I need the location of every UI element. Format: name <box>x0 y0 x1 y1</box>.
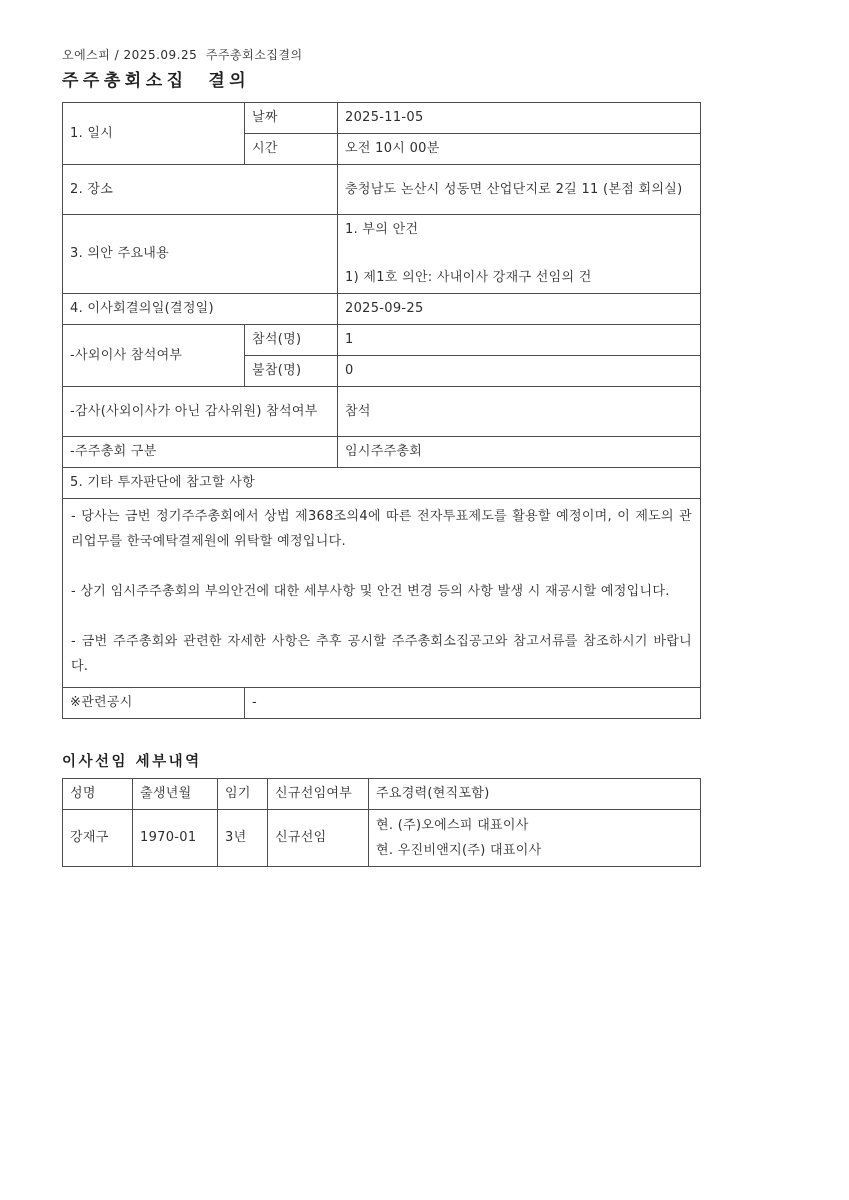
value-birth: 1970-01 <box>133 810 218 867</box>
value-date: 2025-11-05 <box>338 103 701 134</box>
value-related-disclosure: - <box>245 688 701 719</box>
table-row-other-notes-header <box>63 468 701 499</box>
director-table-header-row <box>63 779 701 810</box>
value-board-resolution-date: 2025-09-25 <box>338 294 701 325</box>
table-row-auditor-attendance <box>63 387 701 437</box>
value-agenda <box>338 215 701 294</box>
director-appointment-title: 이사선임 세부내역 <box>62 754 202 770</box>
table-row-outside-director-attend <box>63 325 701 356</box>
career-line-2: 현. 우진비앤지(주) 대표이사 <box>376 843 542 858</box>
label-board-resolution-date: 4. 이사회결의일(결정일) <box>63 294 338 325</box>
value-other-notes <box>63 499 701 688</box>
director-appointment-section <box>62 750 700 867</box>
table-row-place <box>63 165 701 215</box>
director-table-data-row <box>63 810 701 867</box>
value-time: 오전 10시 00분 <box>338 134 701 165</box>
header-birth: 출생년월 <box>133 779 218 810</box>
meeting-notice-table <box>62 102 701 719</box>
header-new-appointment: 신규선임여부 <box>268 779 369 810</box>
label-related-disclosure: ※관련공시 <box>63 688 245 719</box>
header-career: 주요경력(현직포함) <box>369 779 701 810</box>
label-attend-count: 참석(명) <box>245 325 338 356</box>
value-auditor-attendance: 참석 <box>338 387 701 437</box>
label-date: 날짜 <box>245 103 338 134</box>
value-new-appointment: 신규선임 <box>268 810 369 867</box>
label-auditor-attendance: -감사(사외이사가 아닌 감사위원) 참석여부 <box>63 387 338 437</box>
note-paragraph-redisclosure: - 상기 임시주주총회의 부의안건에 대한 세부사항 및 안건 변경 등의 사항 발생 시 재공시할 예정입니다. <box>71 584 670 599</box>
table-row-meeting-type <box>63 437 701 468</box>
label-other-notes: 5. 기타 투자판단에 참고할 사항 <box>63 468 701 499</box>
value-absent-count: 0 <box>338 356 701 387</box>
value-attend-count: 1 <box>338 325 701 356</box>
table-row-related-disclosure <box>63 688 701 719</box>
label-agenda: 3. 의안 주요내용 <box>63 215 338 294</box>
agenda-line-1: 1. 부의 안건 <box>345 222 419 237</box>
value-term: 3년 <box>218 810 268 867</box>
document-content <box>62 46 700 867</box>
table-row-board-resolution-date <box>63 294 701 325</box>
label-absent-count: 불참(명) <box>245 356 338 387</box>
value-career <box>369 810 701 867</box>
note-paragraph-reference: - 금번 주주총회와 관련한 자세한 사항은 추후 공시할 주주총회소집공고와 참고서류를 참조하시기 바랍니다. <box>71 634 692 674</box>
page-title: 주주총회소집 결의 <box>62 71 251 91</box>
document-header-line: 오에스피 / 2025.09.25 주주총회소집결의 <box>62 48 303 62</box>
label-outside-director-attendance: -사외이사 참석여부 <box>63 325 245 387</box>
table-row-agenda <box>63 215 701 294</box>
director-appointment-table <box>62 778 701 867</box>
table-row-datetime-date <box>63 103 701 134</box>
career-line-1: 현. (주)오에스피 대표이사 <box>376 818 529 833</box>
value-name: 강재구 <box>63 810 133 867</box>
agenda-blank-line <box>345 242 693 266</box>
note-paragraph-evoting: - 당사는 금번 정기주주총회에서 상법 제368조의4에 따른 전자투표제도를 활용할 예정이며, 이 제도의 관리업무를 한국예탁결제원에 위탁할 예정입니다. <box>71 509 692 549</box>
agenda-line-2: 1) 제1호 의안: 사내이사 강재구 선임의 건 <box>345 270 592 285</box>
value-place: 충청남도 논산시 성동면 산업단지로 2길 11 (본점 회의실) <box>338 165 701 215</box>
label-datetime: 1. 일시 <box>63 103 245 165</box>
label-time: 시간 <box>245 134 338 165</box>
label-place: 2. 장소 <box>63 165 338 215</box>
table-row-other-notes-body <box>63 499 701 688</box>
header-term: 임기 <box>218 779 268 810</box>
label-meeting-type: -주주총회 구분 <box>63 437 338 468</box>
value-meeting-type: 임시주주총회 <box>338 437 701 468</box>
header-name: 성명 <box>63 779 133 810</box>
